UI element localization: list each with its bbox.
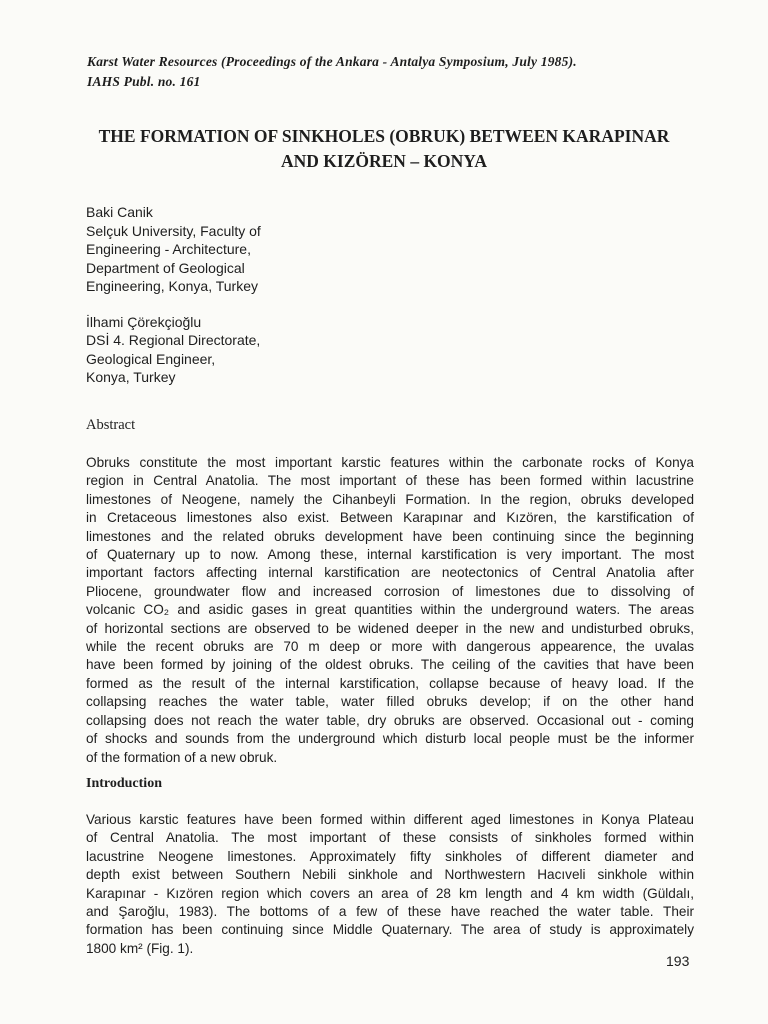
author-affiliation-line: Geological Engineer, [86,350,216,367]
abstract-line: region in Central Anatolia. The most important of these has been formed within lacustrine [86,473,694,489]
abstract-line: of shocks and sounds from the underground which disturb local people must be the informer [86,731,694,747]
abstract-line: of horizontal sections are observed to be widened deeper in the new and undisturbed obruks, [86,620,694,636]
introduction-line: depth exist between Southern Nebili sinkhole and Northwestern Hacıveli sinkhole within [86,867,694,883]
author-affiliation-line: DSİ 4. Regional Directorate, [86,332,261,348]
title-line-1: THE FORMATION OF SINKHOLES (OBRUK) BETWEEN KARAPINAR [98,126,670,146]
page-number: 193 [666,953,690,969]
author-name: Baki Canik [86,204,153,220]
author-affiliation-line: Konya, Turkey [86,369,176,385]
introduction-line: Karapınar - Kızören region which covers an area of 28 km length and 4 km width (Güldalı, [86,885,694,901]
author-1 [86,203,261,296]
publication-header [87,52,707,92]
introduction-heading: Introduction [86,776,162,791]
abstract-line: of Quaternary up to now. Among these, internal karstification is very important. The most [86,547,694,563]
introduction-line: and Şaroğlu, 1983). The bottoms of a few of these have reached the water table. Their [86,904,694,920]
author-name: İlhami Çörekçioğlu [86,313,202,330]
author-2 [86,313,261,387]
introduction-line: formation has been continuing since Middle Quaternary. The area of study is approximately [86,922,694,938]
abstract-line: collapsing reaches the water table, water filled obruks develop; if on the other hand [86,694,694,710]
abstract-line: of the formation of a new obruk. [86,749,278,765]
introduction-line: lacustrine Neogene limestones. Approximately fifty sinkholes of different diameter and [86,848,694,864]
abstract-line: limestones of Neogene, namely the Cihanbeyli Formation. In the region, obruks developed [86,491,694,507]
author-list [86,203,261,387]
abstract-heading: Abstract [86,417,136,433]
abstract-line: collapsing does not reach the water table, dry obruks are observed. Occasional out - coming [86,712,694,728]
abstract-line: formed as the result of the internal karstification, collapse because of heavy load. If the [86,675,694,691]
author-affiliation-line: Department of Geological [86,259,245,276]
header-line-1: Karst Water Resources (Proceedings of the Ankara - Antalya Symposium, July 1985). [87,54,577,69]
author-affiliation-line: Selçuk University, Faculty of [86,222,261,239]
abstract-line: important factors affecting internal karstification are neotectonics of Central Anatolia after [86,565,694,581]
abstract-line: volcanic CO₂ and asidic gases in great quantities within the underground waters. The areas [86,602,694,618]
header-line-2: IAHS Publ. no. 161 [87,74,201,89]
abstract-line: have been formed by joining of the oldest obruks. The ceiling of the cavities that have been [86,657,694,673]
introduction-paragraph [86,811,694,958]
abstract-line: Obruks constitute the most important karstic features within the carbonate rocks of Konya [86,455,694,470]
introduction-line: Various karstic features have been formed within different aged limestones in Konya Plateau [86,812,694,827]
abstract-paragraph [86,454,694,767]
paper-title [60,124,708,174]
introduction-line: of Central Anatolia. The most important of these consists of sinkholes formed within [86,830,694,846]
abstract-line: Pliocene, groundwater flow and increased corrosion of limestones due to dissolving of [86,583,694,599]
abstract-line: while the recent obruks are 70 m deep or more with dangerous appearence, the uvalas [86,639,694,655]
author-affiliation-line: Engineering, Konya, Turkey [86,278,258,294]
introduction-line: 1800 km² (Fig. 1). [86,940,194,956]
author-affiliation-line: Engineering - Architecture, [86,241,251,257]
title-line-2: AND KIZÖREN – KONYA [281,151,487,171]
abstract-line: limestones and the related obruks development have been continuing since the beginning [86,528,694,544]
abstract-line: in Cretaceous limestones also exist. Between Karapınar and Kızören, the karstification of [86,510,694,526]
